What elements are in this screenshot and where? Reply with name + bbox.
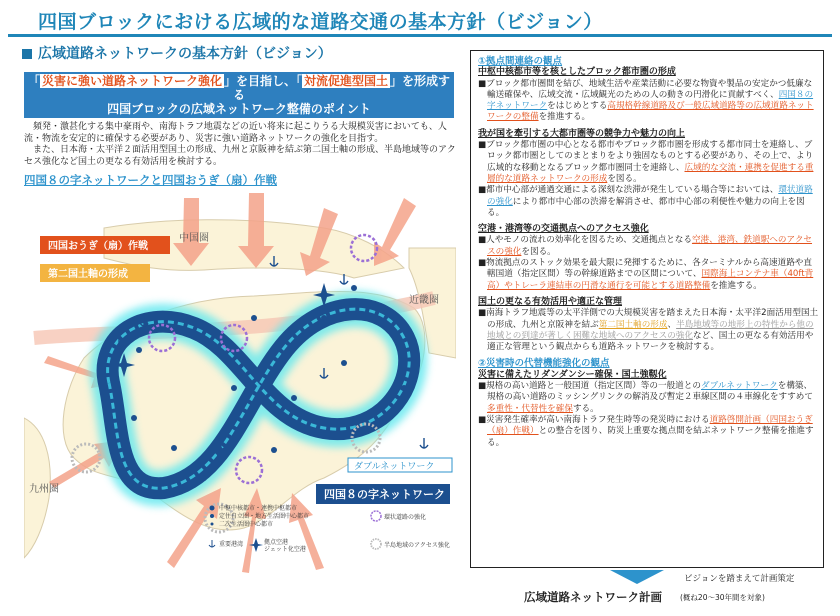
- footer-plan-title: 広域道路ネットワーク計画: [524, 590, 662, 604]
- item-1-text-b: をはじめとする: [547, 101, 608, 112]
- item-1-link: 四国８の字ネットワーク: [487, 89, 814, 112]
- item-7-text-a: ■規格の高い道路と一般国道（指定区間）等の一般道との: [478, 381, 701, 392]
- banner-text: 」を形成する: [232, 74, 451, 102]
- item-6-text-c: など、国土の更なる有効活用や適正な管理という観点からも道路ネットワークを検討する。: [487, 330, 814, 353]
- heading-5: 災害に備えたリダンダンシー確保・国土強靱化: [478, 369, 667, 380]
- item-8-text-b: との整合を図り、防災上重要な拠点間を結ぶネットワーク整備を推進する。: [487, 426, 814, 448]
- item-1: [478, 79, 820, 124]
- banner-text: 「: [27, 74, 40, 88]
- item-2-emphasis: 広域的な交流・連携を促進する重層的な道路ネットワークの形成: [487, 162, 814, 184]
- heading-1: 中枢中核都市等を核としたブロック都市圏の形成: [478, 67, 676, 78]
- item-6-text-a: ■南海トラフ地震等の太平洋側での大規模災害を踏まえた日本海・太平洋2面活用型国土の形成、九州と京阪神を結ぶ: [478, 308, 819, 330]
- item-4-text-a: ■人やモノの流れの効率化を図るため、交通拠点となる: [478, 235, 692, 246]
- item-7-link: ダブルネットワーク: [700, 381, 778, 392]
- item-7: [478, 381, 820, 415]
- banner-line-1: [24, 74, 454, 102]
- item-1-text-c: を推進する。: [538, 112, 591, 123]
- heading-2: 我が国を牽引する大都市圏等の競争力や魅力の向上: [478, 128, 686, 139]
- intro-paragraph-1: 頻発・激甚化する集中豪雨や、南海トラフ地震などの近い将来に起こりうる大規模災害においても、人流・物流を安定的に確保する必要があり、災害に強い道路ネットワークの強化を目指す。: [24, 122, 447, 144]
- legend-port: 重要港湾: [219, 542, 244, 548]
- item-5: [478, 258, 820, 292]
- title-bar: [8, 6, 832, 37]
- item-4-text-b: を図る。: [521, 246, 556, 257]
- item-8-text-a: ■災害発生確率が高い南海トラフ発生時等の発災時における: [478, 414, 710, 425]
- category-2: ②災害時の代替機能強化の観点: [478, 358, 610, 370]
- section-heading-text: 広域道路ネットワークの基本方針（ビジョン）: [38, 46, 332, 62]
- legend-ring: 環状道路の強化: [384, 515, 427, 521]
- label-kyushu: 九州圏: [29, 484, 59, 495]
- item-2-text-a: ■ブロック都市圏の中心となる都市やブロック都市圏を形成する都市同士を連絡し、ブロック都市圏としてのまとまりをより強固なものとする必要があり、その上で、より広域的な移動となるブロック都市圏同士を連絡し、: [478, 140, 814, 173]
- shikoku-network-map: [24, 188, 456, 576]
- square-bullet-icon: [22, 49, 32, 59]
- item-2-text-b: を図る。: [607, 173, 642, 184]
- legend-city-3: 二次生活圏中心都市: [219, 522, 274, 528]
- intro-text: [24, 122, 456, 168]
- item-3-text-b: により都市中心部の渋滞を解消させ、都市中心部の利便性や魅力の向上を図る。: [487, 196, 805, 218]
- banner-line-2: 四国ブロックの広域ネットワーク整備のポイント: [107, 102, 371, 116]
- category-1: ①拠点間連絡の観点: [478, 56, 563, 67]
- item-6: [478, 308, 820, 353]
- item-6-peninsula: 半島地域等の地形上の特性から他の地域との到達が著しく困難な地域へのアクセスの強化: [487, 319, 814, 341]
- heading-3: 空港・港湾等の交通拠点へのアクセス強化: [478, 224, 649, 235]
- banner-highlight-convection: 対流促進型国土: [304, 74, 389, 88]
- item-3-link: 環状道路の強化: [487, 185, 813, 207]
- label-chugoku: 中国圏: [179, 233, 209, 244]
- item-8: [478, 415, 820, 449]
- legend-city-1: 中枢中核都市・連携中枢都市: [219, 506, 298, 512]
- label-double-network: ダブルネットワーク: [354, 461, 435, 471]
- legend-airport-2: ジェット化空港: [264, 547, 306, 553]
- item-4-emphasis: 空港、港湾、鉄道駅へのアクセスの強化: [487, 235, 813, 257]
- map-legend: [209, 504, 450, 553]
- down-arrow-icon: [610, 570, 664, 584]
- item-3: [478, 185, 820, 219]
- label-daini: 第二国土軸の形成: [48, 269, 128, 280]
- label-kinki: 近畿圏: [409, 295, 439, 306]
- vision-banner: [24, 72, 454, 118]
- label-eight-network: 四国８の字ネットワーク: [324, 489, 445, 501]
- banner-text: 」を目指し、「: [223, 74, 302, 88]
- heading-4: 国土の更なる有効活用や適正な管理: [478, 296, 623, 307]
- item-3-text-a: ■都市中心部が通過交通による深刻な渋滞が発生している場合等においては、: [478, 185, 779, 196]
- item-6-text-b: 、: [667, 319, 677, 330]
- legend-airport-1: 拠点空港: [264, 540, 289, 546]
- banner-highlight-disaster: 災害に強い道路ネットワーク強化: [41, 74, 222, 88]
- item-5-emphasis: 国際海上コンテナ車（40ft背高）やトレーラ連結車の円滑な通行を可能とする道路整備: [487, 269, 814, 291]
- item-1-text-a: ■ブロック都市圏間を結び、地域生活や産業活動に必要な物資や製品の安定かつ低廉な輸送確保や、広域交流・広域観光のための人の動きの円滑化に貢献すべく、: [478, 78, 813, 100]
- intro-paragraph-2: また、日本海・太平洋２面活用型国土の形成、九州と京阪神を結ぶ第二国土軸の形成、半島地域等のアクセス強化など国土の更なる有効活用を検討する。: [24, 145, 456, 167]
- map-subtitle: 四国８の字ネットワークと四国おうぎ（扇）作戦: [24, 173, 277, 187]
- section-heading: [22, 43, 332, 63]
- item-1-emphasis: 高規格幹線道路及び一般広域道路等の広域道路ネットワークの整備: [487, 101, 814, 123]
- item-7-text-c: する。: [572, 403, 599, 414]
- item-7-text-b: を構築、規格の高い道路のミッシングリンクの解消及び暫定２車線区間の４車線化をすすめて: [487, 381, 813, 403]
- item-2: [478, 140, 820, 185]
- item-5-text-a: ■物流拠点のストック効果を最大限に発揮するために、各ターミナルから高速道路や直轄国道（指定区間）等の幹線道路までの区間について、: [478, 258, 812, 280]
- label-ougi: 四国おうぎ（扇）作戦: [48, 241, 148, 252]
- legend-peninsula: 半島地域のアクセス強化: [384, 543, 450, 549]
- item-5-text-b: を推進する。: [710, 280, 762, 291]
- legend-city-2: 定住自立圏・地方生活圏中心都市: [219, 514, 310, 520]
- item-4: [478, 235, 820, 258]
- item-6-axis: 第二国土軸の形成: [598, 319, 668, 330]
- item-7-emphasis: 多重性・代替性を確保: [487, 403, 573, 414]
- right-panel-content: [478, 56, 820, 449]
- page-title: 四国ブロックにおける広域的な道路交通の基本方針（ビジョン）: [38, 11, 603, 33]
- footer-plan-period: (概ね20～30年間を対象): [680, 593, 765, 602]
- footer-note: ビジョンを踏まえて計画策定: [684, 574, 795, 584]
- item-8-emphasis: 道路啓開計画（四国おうぎ（扇）作戦）: [487, 414, 813, 437]
